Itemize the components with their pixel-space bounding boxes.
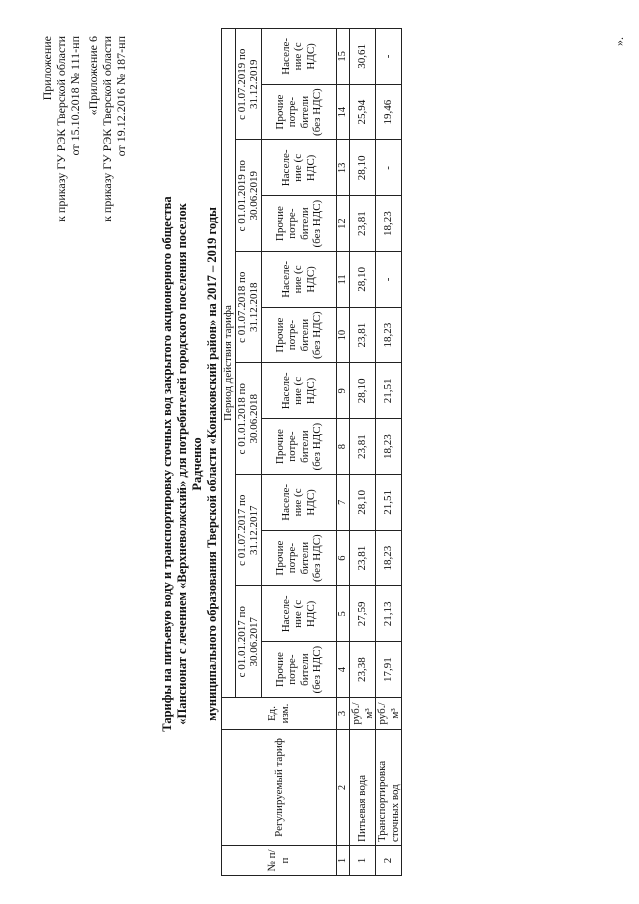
- tariff-value: 18,23: [376, 530, 402, 586]
- subheader-population: Населе-ние (с НДС): [261, 475, 336, 531]
- tariff-table: [221, 28, 402, 876]
- annex6-title: «Приложение 6: [86, 36, 100, 116]
- row-tariff-name: Транспортировка сточных вод: [376, 730, 402, 846]
- annex-header: [40, 36, 82, 222]
- subheader-other-consumers: Прочие потре-бители (без НДС): [261, 642, 336, 698]
- column-number: 13: [336, 140, 350, 196]
- column-number: 2: [336, 730, 350, 846]
- table-row: [376, 29, 402, 876]
- column-number: 11: [336, 252, 350, 308]
- tariff-value: -: [376, 140, 402, 196]
- column-number: 14: [336, 84, 350, 140]
- period-cell: с 01.01.2019 по 30.06.2019: [235, 140, 261, 252]
- column-number: 8: [336, 419, 350, 475]
- annex6-order: к приказу ГУ РЭК Тверской области: [100, 36, 114, 222]
- tariff-value: 21,51: [376, 363, 402, 419]
- tariff-value: 17,91: [376, 642, 402, 698]
- period-cell: с 01.07.2019 по 31.12.2019: [235, 29, 261, 141]
- row-tariff-name: Питьевая вода: [350, 730, 376, 846]
- tariff-value: 18,23: [376, 419, 402, 475]
- closing-quote: ».: [612, 37, 626, 46]
- subheader-other-consumers: Прочие потре-бители (без НДС): [261, 530, 336, 586]
- annex-title: Приложение: [40, 36, 54, 101]
- column-number: 9: [336, 363, 350, 419]
- tariff-value: -: [376, 29, 402, 85]
- header-no: № п/п: [222, 846, 337, 876]
- tariff-value: 19,46: [376, 84, 402, 140]
- tariff-value: -: [376, 252, 402, 308]
- tariff-value: 18,23: [376, 196, 402, 252]
- title-line-1: Тарифы на питьевую воду и транспортировку сточных вод закрытого акционерного общества: [160, 196, 174, 732]
- subheader-population: Населе-ние (с НДС): [261, 363, 336, 419]
- period-cell: с 01.01.2018 по 30.06.2018: [235, 363, 261, 475]
- subheader-population: Населе-ние (с НДС): [261, 29, 336, 85]
- column-number: 1: [336, 846, 350, 876]
- tariff-value: 25,94: [350, 84, 376, 140]
- row-unit: руб./м³: [376, 698, 402, 730]
- subheader-population: Населе-ние (с НДС): [261, 586, 336, 642]
- tariff-value: 28,10: [350, 252, 376, 308]
- column-number: 15: [336, 29, 350, 85]
- tariff-value: 21,51: [376, 475, 402, 531]
- tariff-value: 21,13: [376, 586, 402, 642]
- tariff-value: 23,81: [350, 307, 376, 363]
- tariff-value: 30,61: [350, 29, 376, 85]
- column-number: 3: [336, 698, 350, 730]
- annex-date: от 15.10.2018 № 111-нп: [68, 36, 82, 156]
- row-no: 2: [376, 846, 402, 876]
- tariff-value: 28,10: [350, 363, 376, 419]
- column-number: 7: [336, 475, 350, 531]
- header-unit: Ед. изм.: [222, 698, 337, 730]
- table-row: [350, 29, 376, 876]
- period-cell: с 01.01.2017 по 30.06.2017: [235, 586, 261, 698]
- column-number: 12: [336, 196, 350, 252]
- column-number-row: [336, 29, 350, 876]
- column-number: 5: [336, 586, 350, 642]
- tariff-value: 28,10: [350, 475, 376, 531]
- period-cell: с 01.07.2018 по 31.12.2018: [235, 252, 261, 364]
- subheader-other-consumers: Прочие потре-бители (без НДС): [261, 196, 336, 252]
- tariff-value: 23,81: [350, 196, 376, 252]
- subheader-other-consumers: Прочие потре-бители (без НДС): [261, 419, 336, 475]
- subheader-other-consumers: Прочие потре-бители (без НДС): [261, 84, 336, 140]
- tariff-value: 27,59: [350, 586, 376, 642]
- column-number: 10: [336, 307, 350, 363]
- row-no: 1: [350, 846, 376, 876]
- header-tariff: Регулируемый тариф: [222, 730, 337, 846]
- tariff-value: 23,38: [350, 642, 376, 698]
- tariff-value: 28,10: [350, 140, 376, 196]
- annex6-date: от 19.12.2016 № 187-нп: [114, 36, 128, 157]
- subheader-population: Населе-ние (с НДС): [261, 252, 336, 308]
- subheader-other-consumers: Прочие потре-бители (без НДС): [261, 307, 336, 363]
- tariff-value: 18,23: [376, 307, 402, 363]
- annex-order: к приказу ГУ РЭК Тверской области: [54, 36, 68, 222]
- header-period: Период действия тарифа: [222, 29, 236, 698]
- subheader-population: Населе-ние (с НДС): [261, 140, 336, 196]
- row-unit: руб./м³: [350, 698, 376, 730]
- document-title: [160, 184, 220, 744]
- tariff-value: 23,81: [350, 530, 376, 586]
- annex6-header: [86, 36, 128, 222]
- title-line-3: муниципального образования Тверской области «Конаковский район» на 2017 – 2019 годы: [205, 207, 219, 721]
- period-cell: с 01.07.2017 по 31.12.2017: [235, 475, 261, 587]
- column-number: 4: [336, 642, 350, 698]
- column-number: 6: [336, 530, 350, 586]
- tariff-value: 23,81: [350, 419, 376, 475]
- title-line-2: «Пансионат с лечением «Верхневолжский» для потребителей городского поселения поселок Радченко: [175, 203, 204, 725]
